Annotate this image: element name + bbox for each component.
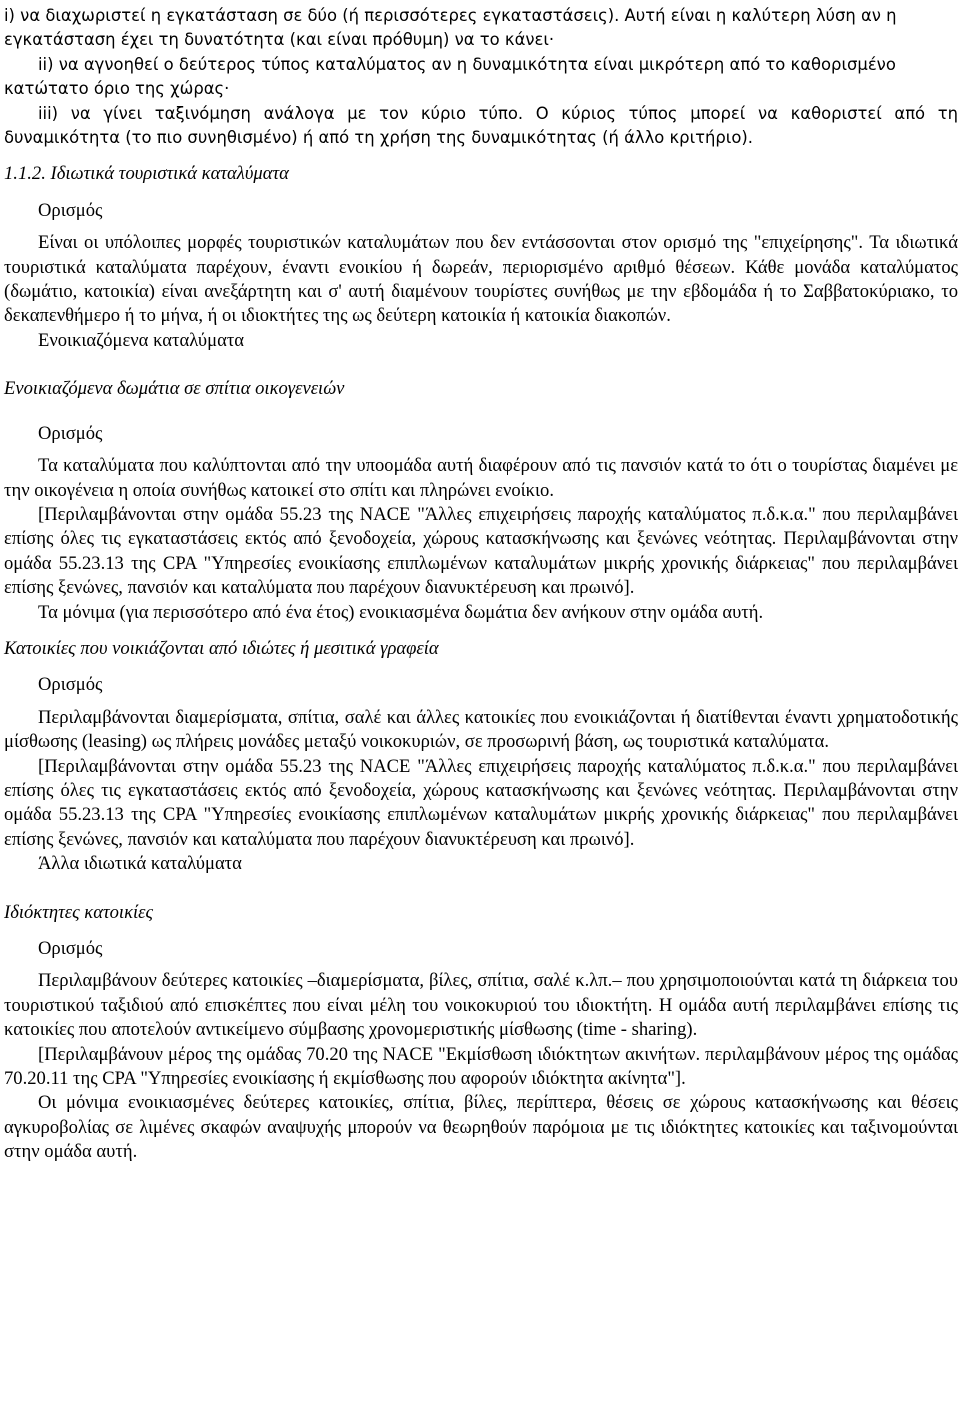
definition-label: Ορισμός — [38, 674, 103, 696]
exclusion-note: Τα μόνιμα (για περισσότερο από ένα έτος) ενοικιασμένα δωμάτια δεν ανήκουν στην ομάδα αυτή. — [38, 601, 764, 623]
subsection-heading-rented: Ενοικιαζόμενα καταλύματα — [38, 329, 245, 351]
intro-item-3: iii) να γίνει ταξινόμηση ανάλογα με τον κύριο τύπο. Ο κύριος τύπος μπορεί να καθοριστεί από τη δυναμικότητα (το πιο συνηθισμένο) ή από τη χρήση της δυναμικότητας (ή άλλο κριτήριο). — [4, 103, 958, 148]
category-heading-rented-houses: Κατοικίες που νοικιάζονται από ιδιώτες ή μεσιτικά γραφεία — [4, 637, 439, 659]
definition-label: Ορισμός — [38, 199, 103, 221]
permanent-note: Οι μόνιμα ενοικιασμένες δεύτερες κατοικίες, σπίτια, βίλες, περίπτερα, θέσεις σε χώρους κατασκήνωσης και θέσεις αγκυροβολίας σε λιμένες σκαφών αναψυχής μπορούν να θεωρηθούν παρόμοια με τις ιδιόκτητες κατοικίες και ταξινομούνται στην ομάδα αυτή. — [4, 1092, 958, 1163]
section-title: Ιδιωτικά τουριστικά καταλύματα — [50, 163, 289, 185]
classification-note: [Περιλαμβάνονται στην ομάδα 55.23 της NACE "Άλλες επιχειρήσεις παροχής καταλύματος π.δ.κ.α." που περιλαμβάνει επίσης όλες τις εγκαταστάσεις εκτός από ξενοδοχεία, χώρους κατασκήνωσης και ξενώνες νεότητας. Περιλαμβάνονται στην ομάδα 55.23.13 της CPA "Υπηρεσίες ενοικίασης επιπλωμένων καταλυμάτων μικρής χρονικής διάρκειας" που περιλαμβάνει επίσης ξενώνες, πανσιόν και καταλύματα που παρέχουν διανυκτέρευση και πρωινό]. — [4, 503, 958, 599]
classification-note: [Περιλαμβάνονται στην ομάδα 55.23 της NACE "Άλλες επιχειρήσεις παροχής καταλύματος π.δ.κ.α." που περιλαμβάνει επίσης όλες τις εγκαταστάσεις εκτός από ξενοδοχεία, χώρους κατασκήνωσης και ξενώνες νεότητας. Περιλαμβάνονται στην ομάδα 55.23.13 της CPA "Υπηρεσίες ενοικίασης επιπλωμένων καταλυμάτων μικρής χρονικής διάρκειας" που περιλαμβάνει επίσης ξενώνες, πανσιόν και καταλύματα που παρέχουν διανυκτέρευση και πρωινό]. — [4, 755, 958, 850]
category-heading-family-rooms: Ενοικιαζόμενα δωμάτια σε σπίτια οικογενειών — [4, 378, 345, 400]
intro-item-2: ii) να αγνοηθεί ο δεύτερος τύπος καταλύματος αν η δυναμικότητα είναι μικρότερη από το καθορισμένο κατώτατο όριο της χώρας· — [4, 54, 896, 99]
section-heading — [4, 162, 958, 186]
category-heading-owned-dwellings: Ιδιόκτητες κατοικίες — [4, 901, 154, 923]
definition-label: Ορισμός — [38, 422, 103, 444]
definition-text: Περιλαμβάνουν δεύτερες κατοικίες –διαμερίσματα, βίλες, σπίτια, σαλέ κ.λπ.– που χρησιμοποιούνται κατά τη διάρκεια του τουριστικού ταξιδιού από επισκέπτες που είναι μέλη του νοικοκυριού του ιδιοκτήτη. Η ομάδα αυτή περιλαμβάνει επίσης τις κατοικίες που αποτελούν αντικείμενο σύμβασης χρονομεριστικής μίσθωσης (time - sharing). — [4, 970, 958, 1041]
definition-label: Ορισμός — [38, 938, 103, 959]
definition-text: Περιλαμβάνονται διαμερίσματα, σπίτια, σαλέ και άλλες κατοικίες που ενοικιάζονται ή διατίθενται έναντι χρηματοδοτικής μίσθωσης (leasing) ως πλήρεις μονάδες μεταξύ νοικοκυριών, σε προσωρινή βάση, ως τουριστικά καταλύματα. — [4, 706, 958, 753]
section-number: 1.1.2. — [4, 163, 46, 185]
classification-note: [Περιλαμβάνουν μέρος της ομάδας 70.20 της NACE "Εκμίσθωση ιδιόκτητων ακινήτων. περιλαμβάνουν μέρος της ομάδας 70.20.11 της CPA "Υπηρεσίες ενοικίασης ή εκμίσθωσης που αφορούν ιδιόκτητα ακίνητα"]. — [4, 1043, 958, 1090]
definition-text: Τα καταλύματα που καλύπτονται από την υποομάδα αυτή διαφέρουν από τις πανσιόν κατά το ότι ο τουρίστας διαμένει με την οικογένεια η οποία συνήθως κατοικεί στο σπίτι και πληρώνει ενοίκιο. — [4, 455, 958, 501]
subsection-heading-other: Άλλα ιδιωτικά καταλύματα — [38, 853, 242, 875]
definition-text: Είναι οι υπόλοιπες μορφές τουριστικών καταλυμάτων που δεν εντάσσονται στον ορισμό της "επιχείρησης". Τα ιδιωτικά τουριστικά καταλύματα παρέχουν, έναντι ενοικίου ή δωρεάν, περιορισμένο αριθμό θέσεων. Κάθε μονάδα καταλύματος (δωμάτιο, κατοικία) είναι ανεξάρτητη και σ' αυτή διαμένουν τουρίστες συνήθως με την εβδομάδα ή το Σαββατοκύριακο, το δεκαπενθήμερο ή το μήνα, ή οι ιδιοκτήτες της ως δεύτερη κατοικία ή κατοικία διακοπών. — [4, 232, 958, 327]
intro-item-1: i) να διαχωριστεί η εγκατάσταση σε δύο (ή περισσότερες εγκαταστάσεις). Αυτή είναι η καλύτερη λύση αν η εγκατάσταση έχει τη δυνατότητα (και είναι πρόθυμη) να το κάνει· — [4, 6, 897, 50]
